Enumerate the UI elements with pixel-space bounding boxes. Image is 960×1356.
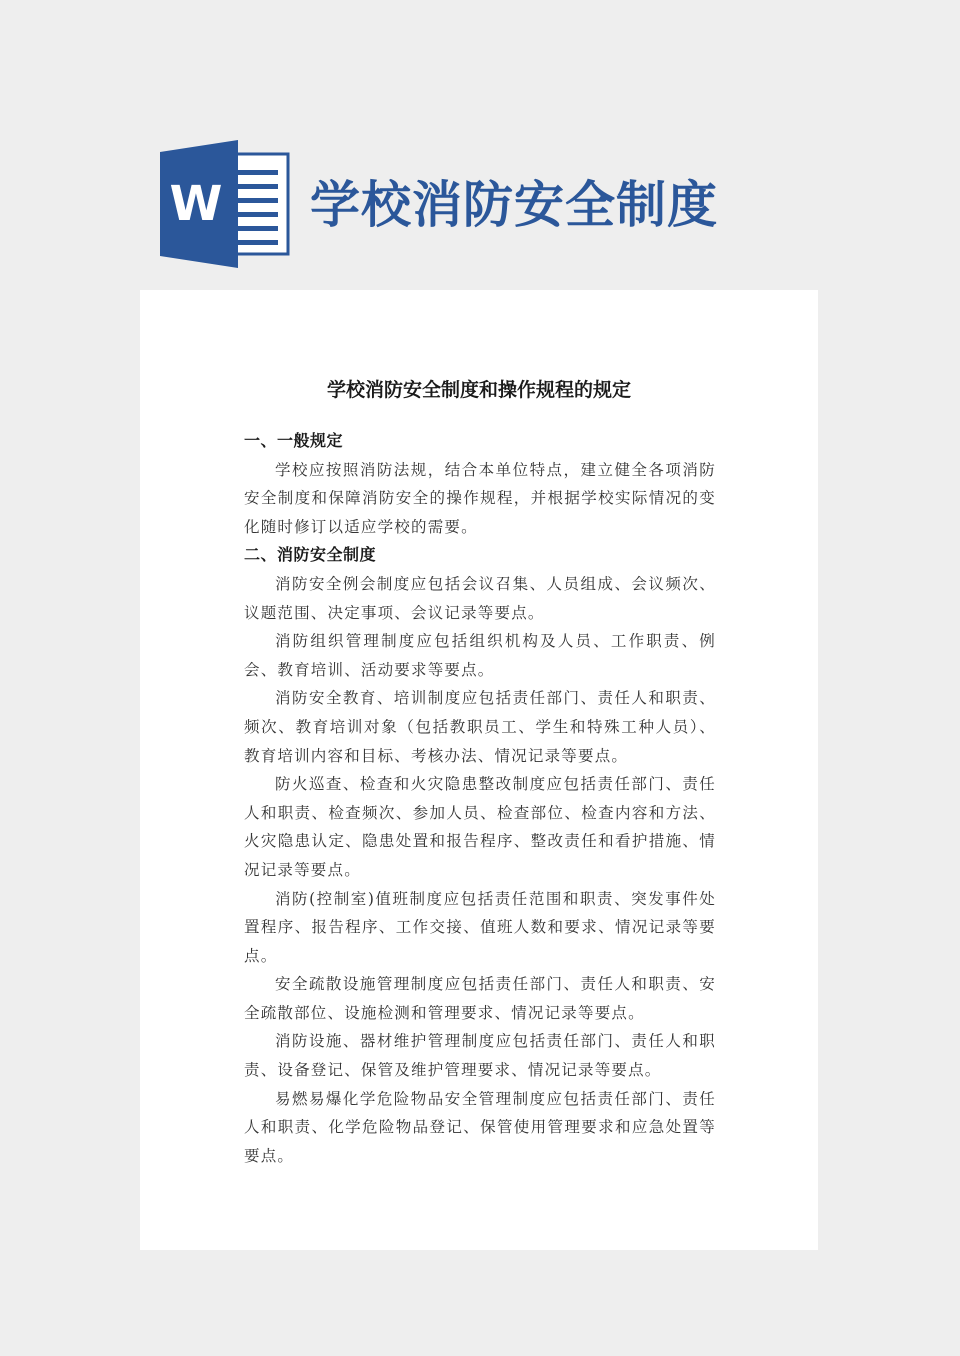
section-heading: 一、一般规定 xyxy=(244,431,344,450)
paragraph: 安全疏散设施管理制度应包括责任部门、责任人和职责、安全疏散部位、设施检测和管理要求、情况记录等要点。 xyxy=(244,975,716,1022)
paragraph: 易燃易爆化学危险物品安全管理制度应包括责任部门、责任人和职责、化学危险物品登记、保管使用管理要求和应急处置等要点。 xyxy=(244,1089,716,1165)
banner xyxy=(160,140,860,270)
paragraph: 防火巡查、检查和火灾隐患整改制度应包括责任部门、责任人和职责、检查频次、参加人员、检查部位、检查内容和方法、火灾隐患认定、隐患处置和报告程序、整改责任和看护措施、情况记录等要点。 xyxy=(244,775,716,879)
document-page xyxy=(140,290,818,1250)
logo-letter: W xyxy=(169,176,223,232)
paragraph: 消防设施、器材维护管理制度应包括责任部门、责任人和职责、设备登记、保管及维护管理要求、情况记录等要点。 xyxy=(244,1032,716,1080)
paragraph: 消防安全教育、培训制度应包括责任部门、责任人和职责、频次、教育培训对象（包括教职员工、学生和特殊工种人员）、教育培训内容和目标、考核办法、情况记录等要点。 xyxy=(244,689,716,765)
paragraph: 学校应按照消防法规，结合本单位特点，建立健全各项消防安全制度和保障消防安全的操作规程，并根据学校实际情况的变化随时修订以适应学校的需要。 xyxy=(244,460,716,536)
document-title: 学校消防安全制度和操作规程的规定 xyxy=(326,379,631,401)
paragraph: 消防安全例会制度应包括会议召集、人员组成、会议频次、议题范围、决定事项、会议记录等要点。 xyxy=(244,574,716,622)
paragraph: 消防组织管理制度应包括组织机构及人员、工作职责、例会、教育培训、活动要求等要点。 xyxy=(244,632,716,679)
word-document-icon xyxy=(160,140,290,268)
paragraph: 消防(控制室)值班制度应包括责任范围和职责、突发事件处置程序、报告程序、工作交接、值班人数和要求、情况记录等要点。 xyxy=(244,889,716,965)
banner-title: 学校消防安全制度 xyxy=(310,176,718,234)
section-heading: 二、消防安全制度 xyxy=(244,545,377,565)
document-body xyxy=(244,427,716,1170)
